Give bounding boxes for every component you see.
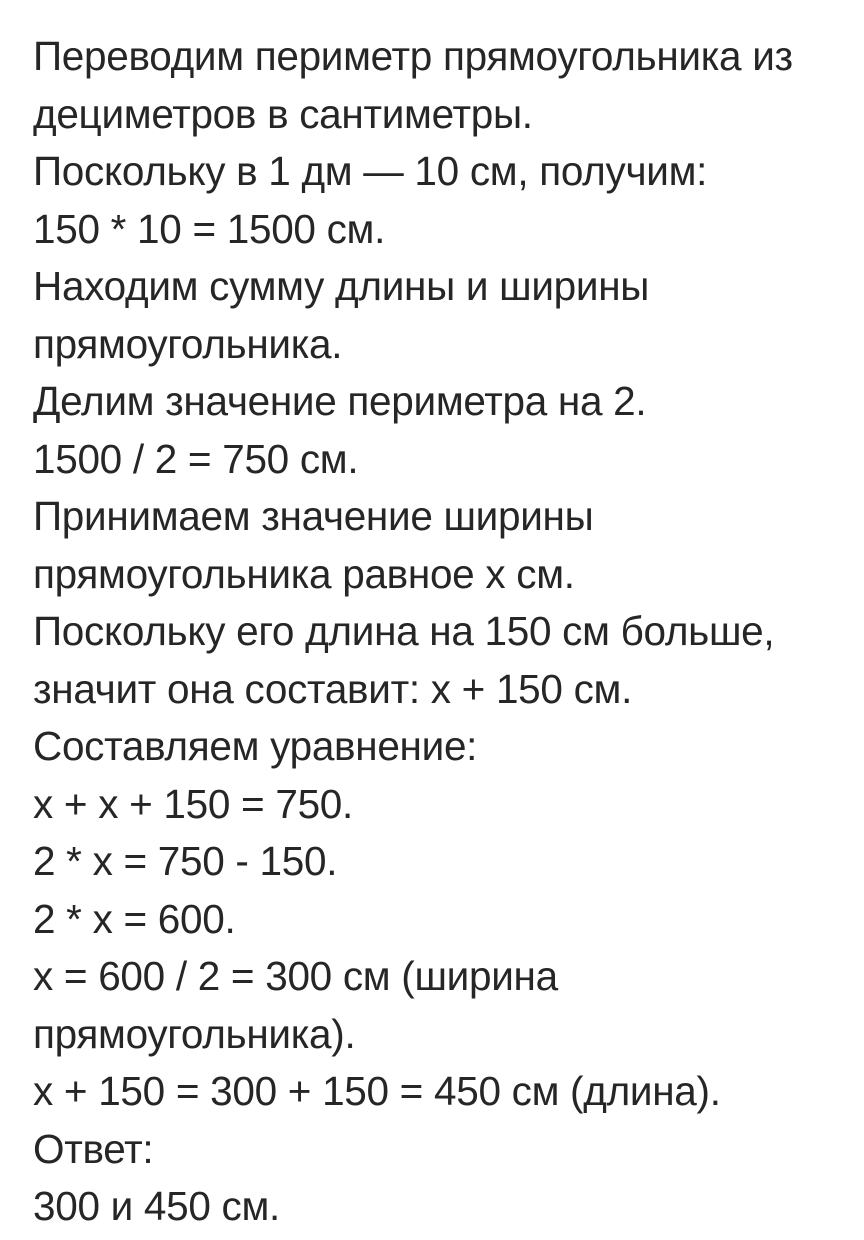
text-line: значит она составит: х + 150 см. xyxy=(33,665,633,712)
equation-line: х + х + 150 = 750. xyxy=(33,780,353,827)
text-line: дециметров в сантиметры. xyxy=(33,90,533,137)
text-line: Составляем уравнение: xyxy=(33,723,478,769)
text-line: Поскольку его длина на 150 см больше, xyxy=(33,608,775,654)
answer-value: 300 и 450 см. xyxy=(33,1183,280,1229)
equation-line: 150 * 10 = 1500 см. xyxy=(33,205,386,252)
text-line: Делим значение периметра на 2. xyxy=(33,378,647,424)
text-line: Принимаем значение ширины xyxy=(33,493,594,539)
solution-text xyxy=(33,28,853,1236)
text-line: Поскольку в 1 дм — 10 см, получим: xyxy=(33,148,708,194)
equation-line: 2 * х = 750 - 150. xyxy=(33,838,338,884)
equation-line: 2 * х = 600. xyxy=(33,895,236,942)
text-line: прямоугольника. xyxy=(33,320,343,367)
text-line: прямоугольника). xyxy=(33,1010,356,1057)
equation-line: х + 150 = 300 + 150 = 450 см (длина). xyxy=(33,1068,721,1114)
text-line: прямоугольника равное х см. xyxy=(33,550,575,597)
text-line: Переводим периметр прямоугольника из xyxy=(33,33,793,79)
equation-line: 1500 / 2 = 750 см. xyxy=(33,435,359,482)
equation-line: х = 600 / 2 = 300 см (ширина xyxy=(33,953,558,999)
text-line: Находим сумму длины и ширины xyxy=(33,263,650,309)
answer-label: Ответ: xyxy=(33,1125,154,1172)
